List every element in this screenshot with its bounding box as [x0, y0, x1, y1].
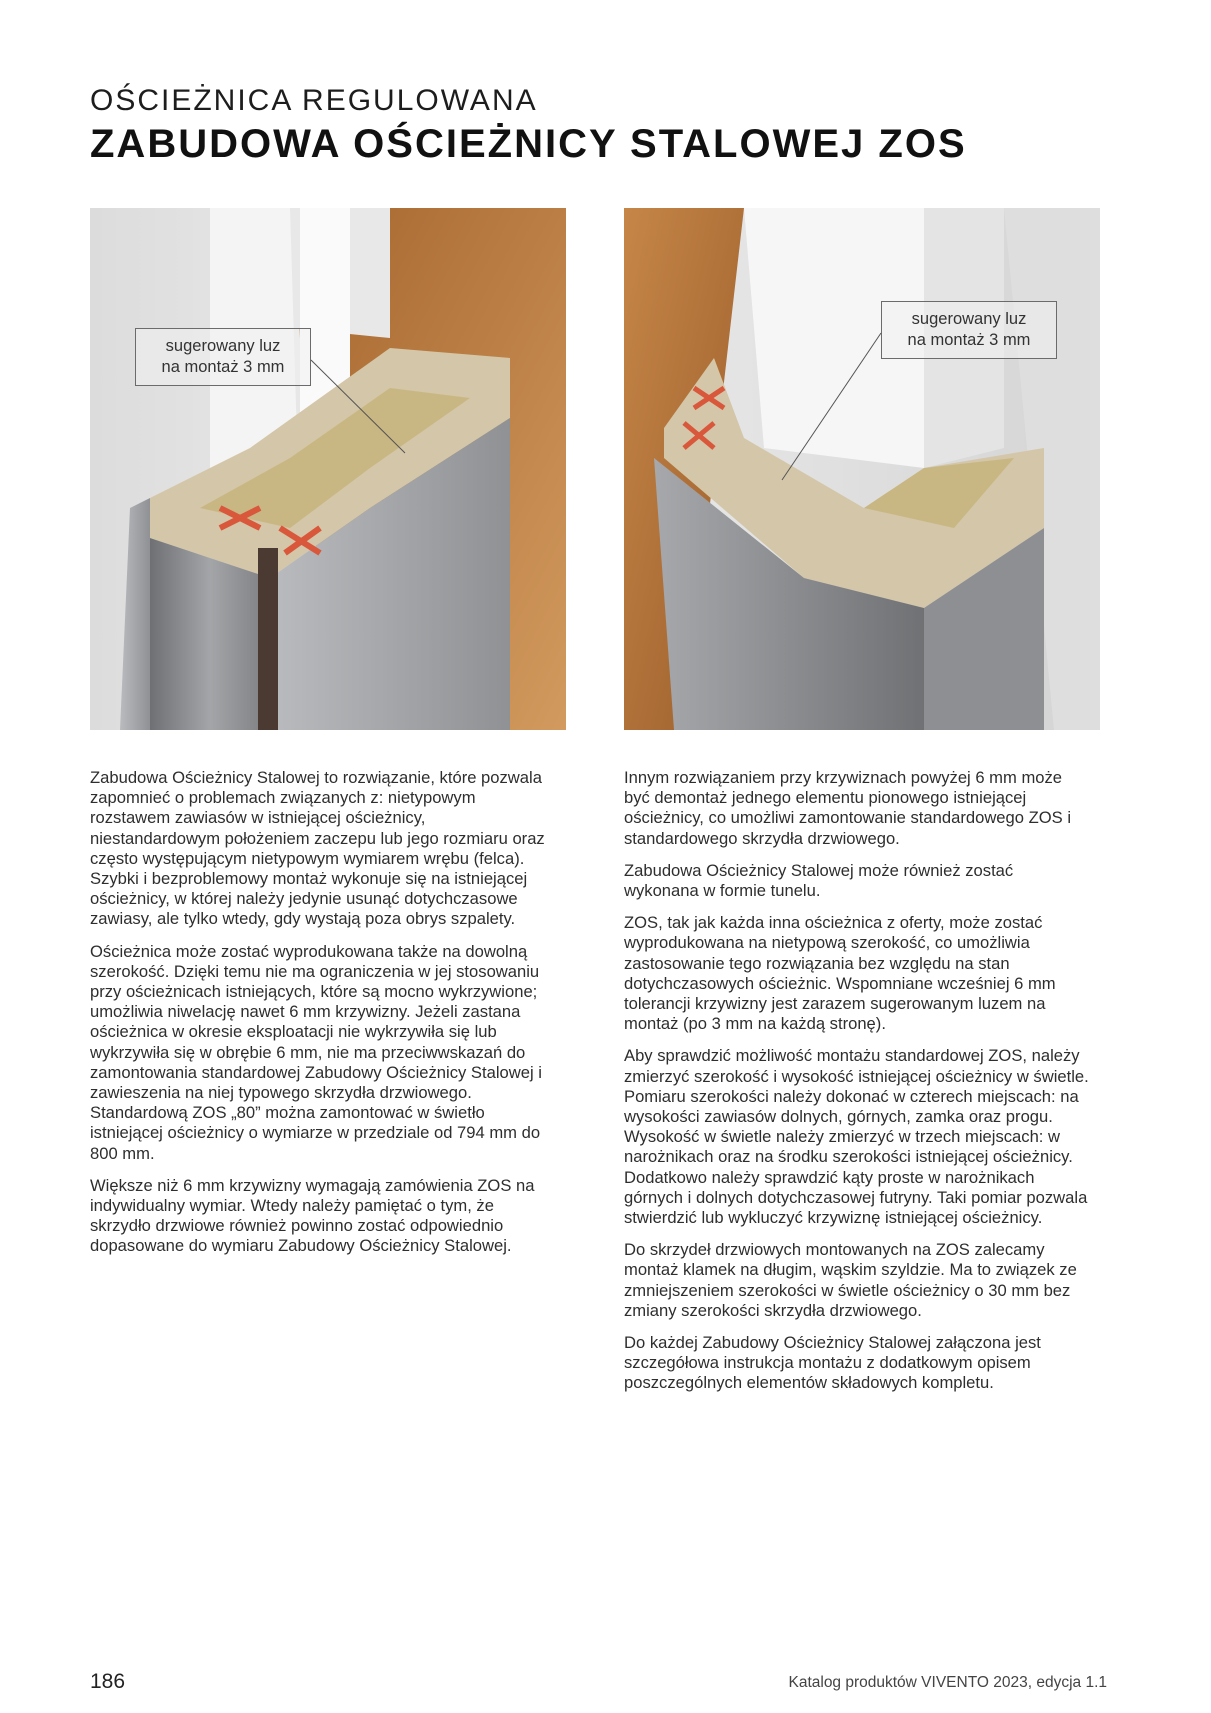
body-column-right [624, 768, 1090, 1406]
body-column-left [90, 768, 556, 1269]
paragraph: Do każdej Zabudowy Ościeżnicy Stalowej załączona jest szczegółowa instrukcja montażu z dodatkowym opisem poszczególnych elementów składowych kompletu. [624, 1333, 1041, 1393]
page-subtitle: OŚCIEŻNICA REGULOWANA [90, 84, 538, 117]
frame-photo-right [624, 208, 1100, 730]
frame-photo-left [90, 208, 566, 730]
page-title: ZABUDOWA OŚCIEŻNICY STALOWEJ ZOS [90, 122, 967, 166]
clearance-callout-right: sugerowany luz na montaż 3 mm [881, 301, 1057, 359]
paragraph: Ościeżnica może zostać wyprodukowana także na dowolną szerokość. Dzięki temu nie ma ograniczenia w jej stosowaniu przy ościeżnicach istniejących, które są mocno wykrzywione; umożliwia niwelację nawet 6 mm krzywizny. Jeżeli zastana ościeżnica w okresie eksploatacji nie wykrzywiła się lub wykrzywiła się w obrębie 6 mm, nie ma przeciwwskazań do zamontowania standardowej Zabudowy Ościeżnicy Stalowej i zawieszenia na niej typowego skrzydła drzwiowego. Standardową ZOS „80” można zamontować w świetło istniejącej ościeżnicy o wymiarze w przedziale od 794 mm do 800 mm. [90, 941, 542, 1163]
paragraph: Zabudowa Ościeżnicy Stalowej może również zostać wykonana w formie tunelu. [624, 860, 1014, 901]
frame-illustration-left [90, 208, 566, 730]
frame-illustration-right [624, 208, 1100, 730]
page-number: 186 [90, 1670, 126, 1693]
clearance-callout-left: sugerowany luz na montaż 3 mm [135, 328, 311, 386]
paragraph: Innym rozwiązaniem przy krzywiznach powyżej 6 mm może być demontaż jednego elementu pionowego istniejącej ościeżnicy, co umożliwi zamontowanie standardowego ZOS i standardowego skrzydła drzwiowego. [624, 768, 1072, 848]
paragraph: Do skrzydeł drzwiowych montowanych na ZOS zalecamy montaż klamek na długim, wąskim szyldzie. Ma to związek ze zmniejszeniem szerokości w świetle ościeżnicy o 30 mm bez zmiany szerokości skrzydła drzwiowego. [624, 1240, 1077, 1320]
paragraph: Zabudowa Ościeżnicy Stalowej to rozwiązanie, które pozwala zapomnieć o problemach związanych z: nietypowym rozstawem zawiasów w istniejącej ościeżnicy, niestandardowym położeniem zaczepu lub jego rozmiaru oraz często występującym nietypowym wymiarem wrębu (felca). Szybki i bezproblemowy montaż wykonuje się na istniejącej ościeżnicy, w której należy jedynie usunąć dotychczasowe zawiasy, ale tylko wtedy, gdy wystają poza obrys szpalety. [90, 768, 545, 929]
paragraph: Aby sprawdzić możliwość montażu standardowej ZOS, należy zmierzyć szerokość i wysokość istniejącej ościeżnicy w świetle. Pomiaru szerokości należy dokonać w czterech miejscach: na wysokości zawiasów dolnych, górnych, zamka oraz progu. Wysokość w świetle należy zmierzyć w trzech miejscach: w narożnikach oraz na środku szerokości istniejącej ościeżnicy. Dodatkowo należy sprawdzić kąty proste w narożnikach górnych i dolnych dotychczasowej futryny. Taki pomiar pozwala stwierdzić lub wykluczyć krzywiznę istniejącej ościeżnicy. [624, 1046, 1089, 1228]
paragraph: ZOS, tak jak każda inna ościeżnica z oferty, może zostać wyprodukowana na nietypową szerokość, co umożliwia zastosowanie tego rozwiązania bez względu na stan dotychczasowych ościeżnic. Wspomniane wcześniej 6 mm tolerancji krzywizny jest zarazem sugerowanym luzem na montaż (po 3 mm na każdą stronę). [624, 913, 1056, 1034]
catalog-footer: Katalog produktów VIVENTO 2023, edycja 1.1 [788, 1674, 1107, 1691]
paragraph: Większe niż 6 mm krzywizny wymagają zamówienia ZOS na indywidualny wymiar. Wtedy należy pamiętać o tym, że skrzydło drzwiowe również powinno zostać odpowiednio dopasowane do wymiaru Zabudowy Ościeżnicy Stalowej. [90, 1175, 535, 1256]
